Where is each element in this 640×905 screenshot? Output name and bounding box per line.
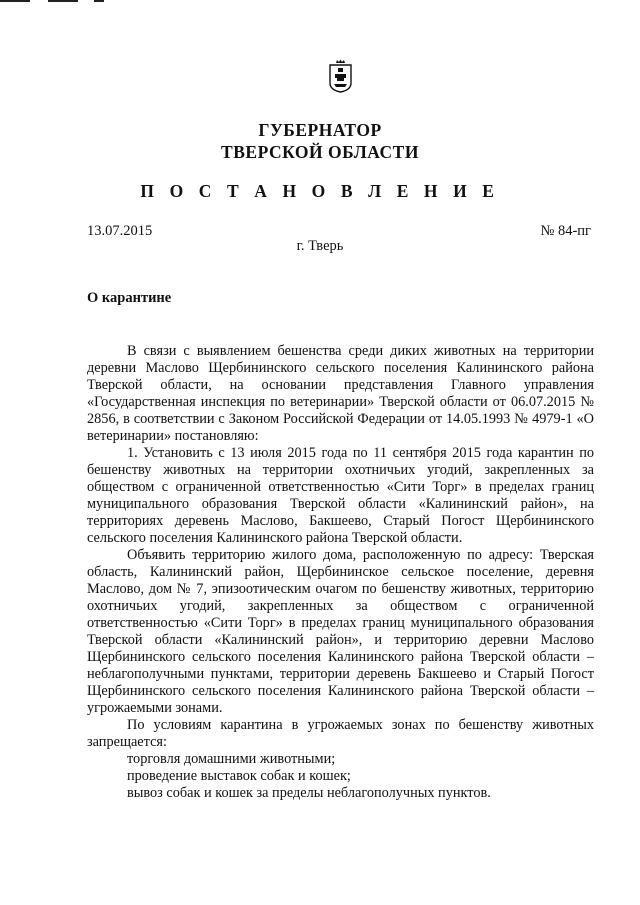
list-item: проведение выставок собак и кошек; — [127, 768, 351, 784]
paragraph: В связи с выявлением бешенства среди диких животных на территории деревни Маслово Щербининского сельского поселения Калининского района Тверской области, на основании представления Главного управления «Государственная инспекция по ветеринарии» Тверской области от 06.07.2015 № 2856, в соответствии с Законом Российской Федерации от 14.05.1993 № 4979-1 «О ветеринарии» постановляю: — [87, 343, 594, 444]
paragraph: 1. Установить с 13 июля 2015 года по 11 сентября 2015 года карантин по бешенству животных на территории охотничьих угодий, закрепленных за обществом с ограниченной ответственностью «Сити Торг» в пределах границ муниципального образования Тверской области «Калининский район», на территориях деревень Маслово, Бакшеево, Старый Погост Щербининского сельского поселения Калининского района Тверской области. — [87, 445, 594, 546]
coat-of-arms-icon — [329, 59, 352, 93]
paragraph: Объявить территорию жилого дома, расположенную по адресу: Тверская область, Калининский район, Щербининское сельское поселение, деревня Маслово, дом № 7, эпизоотическим очагом по бешенству животных, территорию охотничьих угодий, закрепленных за обществом с ограниченной ответственностью «Сити Торг» в пределах границ муниципального образования Тверской области «Калининский район», и территорию деревни Маслово Щербининского сельского поселения Калининского района Тверской области – неблагополучными пунктами, территории деревень Бакшеево и Старый Погост Щербининского сельского поселения Калининского района Тверской области – угрожаемыми зонами. — [87, 547, 594, 716]
issuer-region: ТВЕРСКОЙ ОБЛАСТИ — [221, 142, 419, 162]
document-body — [87, 343, 594, 802]
scan-artifact — [0, 0, 640, 4]
document-city: г. Тверь — [296, 238, 344, 254]
document-subject: О карантине — [87, 290, 172, 306]
issuer-title: ГУБЕРНАТОР — [258, 120, 382, 140]
document-type: П О С Т А Н О В Л Е Н И Е — [140, 181, 500, 201]
paragraph: По условиям карантина в угрожаемых зонах по бешенству животных запрещается: — [87, 717, 594, 750]
list-item: вывоз собак и кошек за пределы неблагополучных пунктов. — [127, 785, 491, 801]
document-date: 13.07.2015 — [87, 223, 153, 239]
document-number: № 84-пг — [540, 223, 591, 239]
list-item: торговля домашними животными; — [127, 751, 336, 767]
